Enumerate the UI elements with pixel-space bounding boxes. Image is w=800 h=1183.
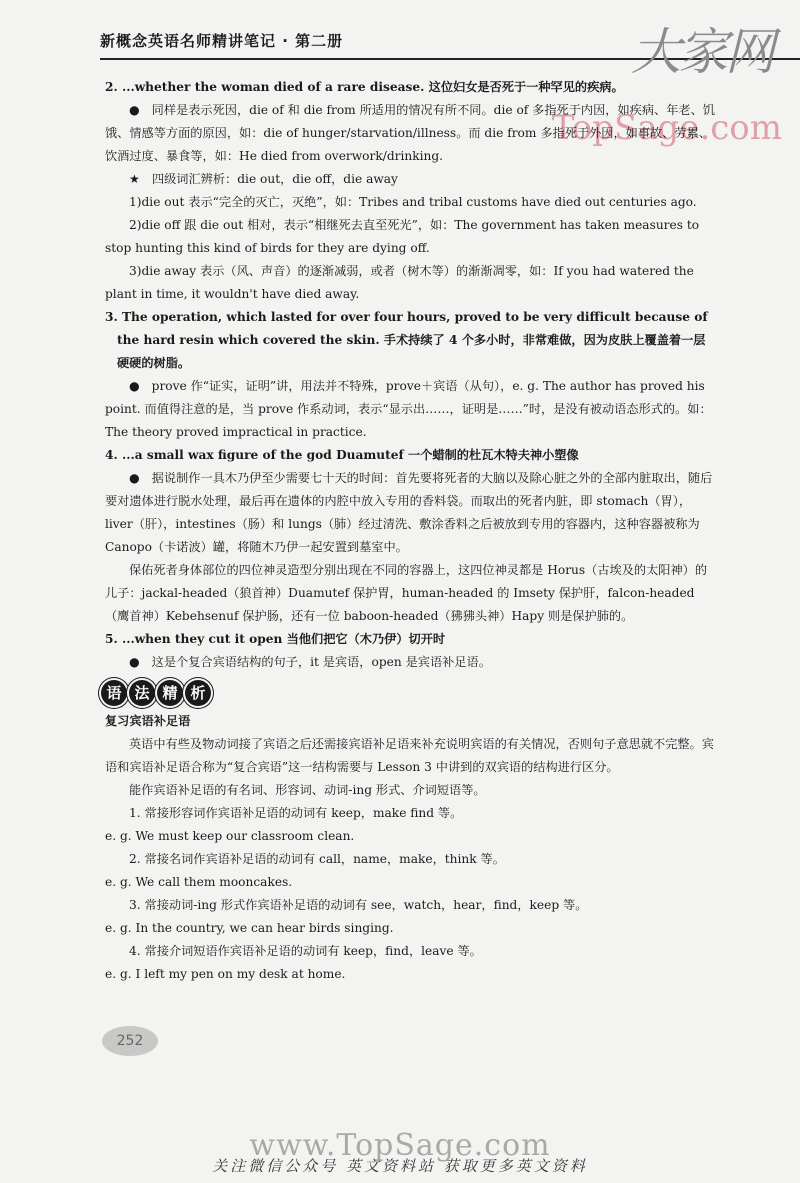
note-4-body-2: 保佑死者身体部位的四位神灵造型分别出现在不同的容器上，这四位神灵都是 Horus（古埃及的太阳神）的儿子：jackal-headed（狼首神）Duamutef 保护胃，human-headed 的 Imsety 保护肝，falcon-headed（鹰首神）Kebehsenuf 保护肠，还有一位 baboon-headed（狒狒头神）Hapy 则是保护肺的。 — [105, 563, 708, 623]
note-3-body: ● prove 作“证实，证明”讲，用法并不特殊，prove＋宾语（从句），e. g. The author has proved his point. 而值得注意的是，当 prove 作系动词，表示“显示出……，证明是……”时，是没有被动语态形式的。如：The theory proved impractical in practice. — [105, 375, 717, 444]
section-badge: 精 — [157, 680, 183, 706]
footer-watermark: www.TopSage.com — [249, 1128, 551, 1163]
grammar-example-2: e. g. We call them mooncakes. — [105, 875, 293, 889]
vocab-heading: ★ 四级词汇辨析：die out，die off，die away — [105, 168, 717, 191]
vocab-item-2: 2)die off 跟 die out 相对，表示“相继死去直至死光”，如：The government has taken measures to stop hunting this kind of birds for they are dying off. — [105, 218, 700, 255]
note-2-body: ● 同样是表示死因，die of 和 die from 所适用的情况有所不同。die of 多指死于内因，如疾病、年老、饥饿、情感等方面的原因，如：die of hunger/starvation/illness。而 die from 多指死于外因，如事故、劳累、饮酒过度、暴食等，如：He died from overwork/drinking. — [105, 99, 717, 168]
section-badge: 语 — [101, 680, 127, 706]
grammar-subtitle: 复习宾语补足语 — [105, 714, 191, 728]
section-badge: 法 — [129, 680, 155, 706]
note-5-heading: 5. ...when they cut it open 当他们把它（木乃伊）切开时 — [105, 632, 446, 646]
note-2-heading: 2. ...whether the woman died of a rare disease. 这位妇女是否死于一种罕见的疾病。 — [105, 80, 624, 94]
note-4-body-1: ● 据说制作一具木乃伊至少需要七十天的时间：首先要将死者的大脑以及除心脏之外的全部内脏取出，随后要对遗体进行脱水处理，最后再在遗体的内腔中放入专用的香料袋。而取出的死者内脏，即 stomach（胃），liver（肝），intestines（肠）和 lungs（肺）经过清洗、敷涂香料之后被放到专用的容器内，这种容器被称为 Canopo（卡诺波）罐，将随木乃伊一起安置到墓室中。 — [105, 467, 717, 559]
grammar-rule-3: 3. 常接动词-ing 形式作宾语补足语的动词有 see，watch，hear，find，keep 等。 — [129, 898, 588, 912]
section-badge: 析 — [185, 680, 211, 706]
footer-note: 关注微信公众号 英文资料站 获取更多英文资料 — [212, 1157, 588, 1175]
note-4-heading: 4. ...a small wax figure of the god Duamutef 一个蜡制的杜瓦木特夫神小塑像 — [105, 448, 579, 462]
running-header: 新概念英语名师精讲笔记 · 第二册 — [100, 32, 344, 50]
page-number: 252 — [102, 1026, 158, 1056]
vocab-item-3: 3)die away 表示（风、声音）的逐渐减弱，或者（树木等）的渐渐凋零，如：If you had watered the plant in time, it wouldn't have died away. — [105, 264, 694, 301]
grammar-example-4: e. g. I left my pen on my desk at home. — [105, 967, 346, 981]
grammar-example-3: e. g. In the country, we can hear birds singing. — [105, 921, 394, 935]
grammar-rule-2: 2. 常接名词作宾语补足语的动词有 call，name，make，think 等。 — [129, 852, 505, 866]
watermark-text: TopSage.com — [551, 108, 782, 148]
vocab-item-1: 1)die out 表示“完全的灭亡，灭绝”，如：Tribes and tribal customs have died out centuries ago. — [129, 195, 697, 209]
logo-text: 大家网 — [631, 23, 772, 81]
page-body — [105, 76, 717, 986]
grammar-example-1: e. g. We must keep our classroom clean. — [105, 829, 355, 843]
note-5-body: ● 这是个复合宾语结构的句子，it 是宾语，open 是宾语补足语。 — [105, 651, 717, 674]
note-3-heading: 3. The operation, which lasted for over four hours, proved to be very difficult because of the hard resin which covered the skin. 手术持续了 4 个多小时，非常难做，因为皮肤上覆盖着一层硬硬的树脂。 — [105, 310, 708, 370]
grammar-rule-1: 1. 常接形容词作宾语补足语的动词有 keep，make find 等。 — [129, 806, 463, 820]
section-title-grammar — [101, 680, 717, 706]
grammar-types: 能作宾语补足语的有名词、形容词、动词-ing 形式、介词短语等。 — [129, 783, 486, 797]
grammar-rule-4: 4. 常接介词短语作宾语补足语的动词有 keep，find，leave 等。 — [129, 944, 482, 958]
grammar-intro: 英语中有些及物动词接了宾语之后还需接宾语补足语来补充说明宾语的有关情况，否则句子意思就不完整。宾语和宾语补足语合称为“复合宾语”这一结构需要与 Lesson 3 中讲到的双宾语的结构进行区分。 — [105, 737, 714, 774]
